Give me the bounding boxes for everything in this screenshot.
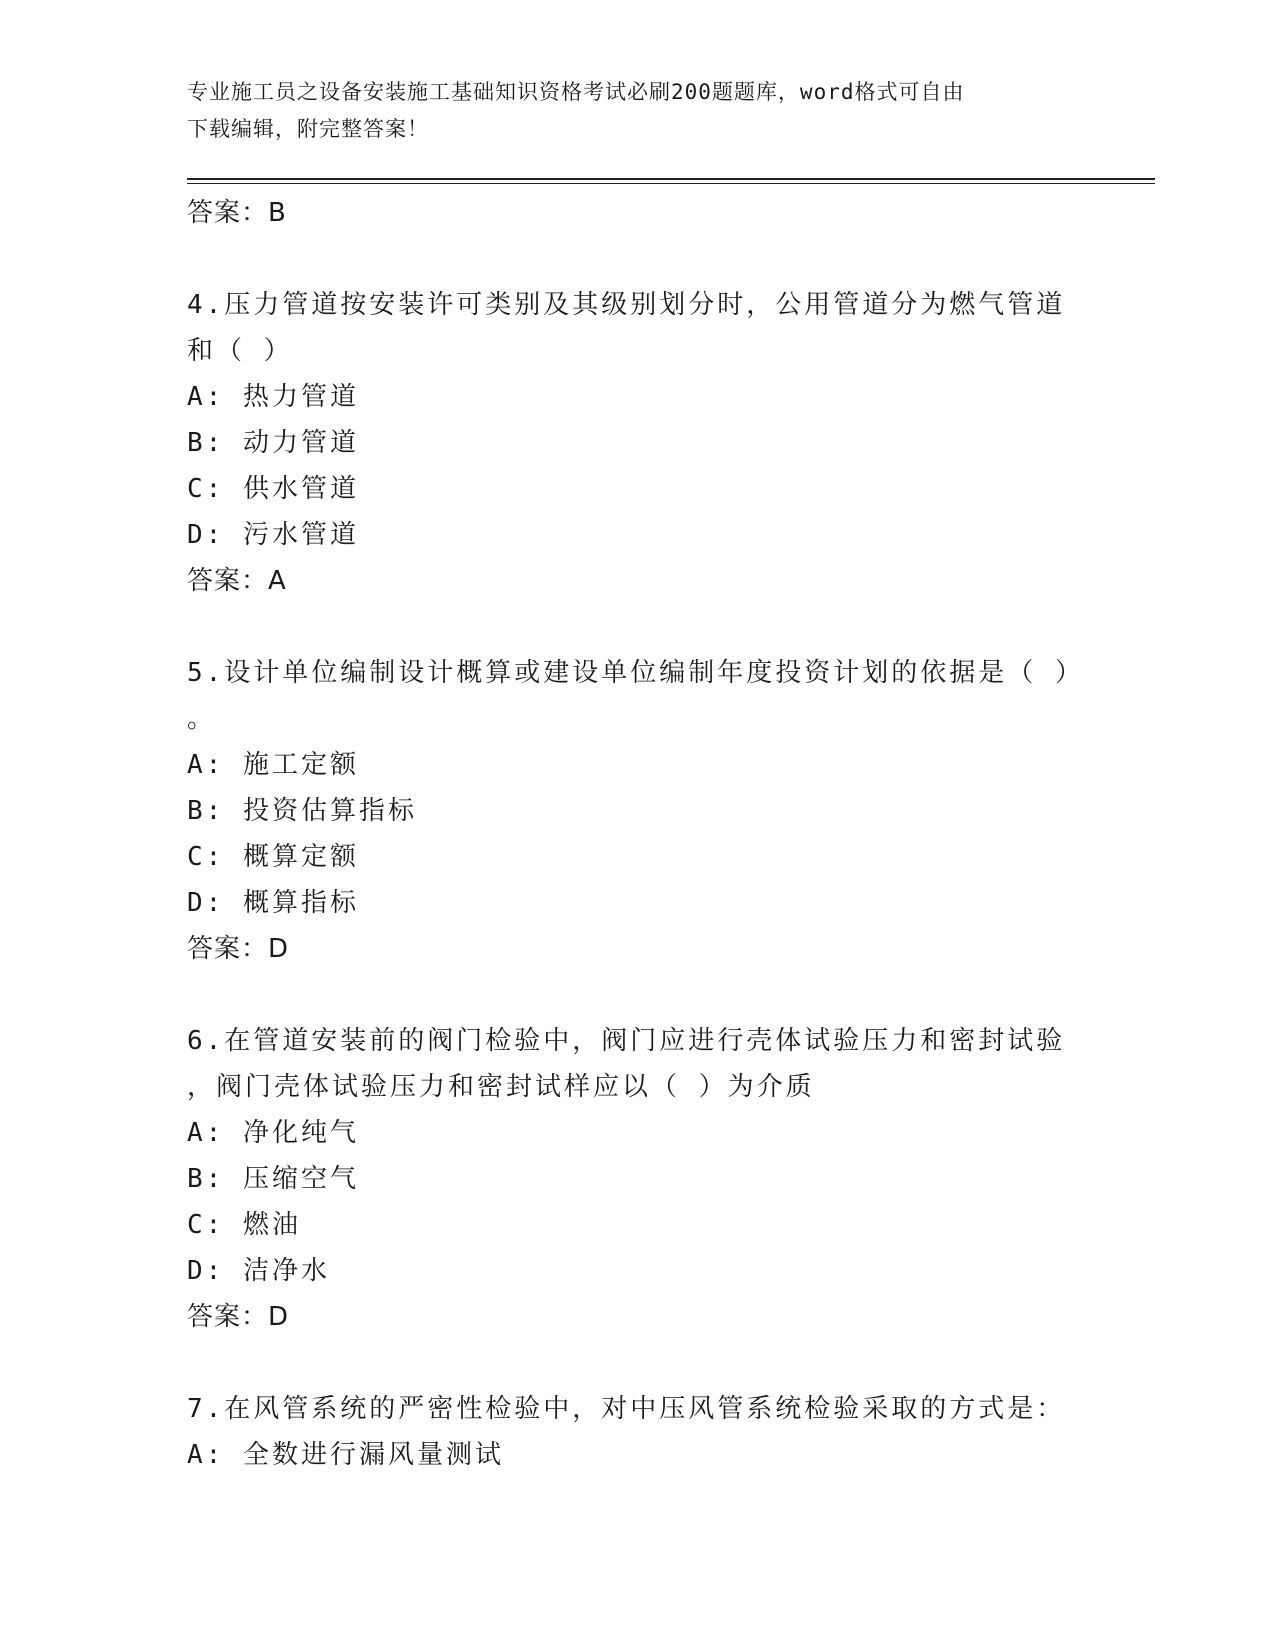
option-b: B: 压缩空气 [187,1164,359,1194]
option-d: D: 洁净水 [187,1256,330,1286]
option-c: C: 概算定额 [187,842,359,872]
spacer [187,236,1117,282]
answer-line: 答案：B [187,198,287,228]
question-text-continued: 和（ ） [187,336,293,366]
answer-line: 答案：A [187,566,287,596]
option-a: A: 全数进行漏风量测试 [187,1440,504,1470]
question-text: 7.在风管系统的严密性检验中，对中压风管系统检验采取的方式是： [187,1394,1066,1424]
option-b: B: 动力管道 [187,428,359,458]
header-line-1: 专业施工员之设备安装施工基础知识资格考试必刷200题题库，word格式可自由 [187,80,965,104]
header-divider-thin [187,183,1155,184]
question-text-continued: ，阀门壳体试验压力和密封试样应以（ ）为介质 [187,1072,815,1102]
option-c: C: 燃油 [187,1210,301,1240]
question-text-continued: 。 [187,704,217,734]
header-line-2: 下载编辑，附完整答案！ [187,117,429,141]
spacer [187,604,1117,650]
option-c: C: 供水管道 [187,474,359,504]
question-block [187,650,1117,972]
question-list [187,190,1117,1478]
document-header [187,74,1087,148]
option-b: B: 投资估算指标 [187,796,417,826]
question-text: 5.设计单位编制设计概算或建设单位编制年度投资计划的依据是（ ） [187,658,1084,688]
question-block [187,1018,1117,1340]
option-d: D: 污水管道 [187,520,359,550]
option-a: A: 净化纯气 [187,1118,359,1148]
question-block [187,1386,1117,1478]
option-a: A: 热力管道 [187,382,359,412]
question-block [187,282,1117,604]
option-a: A: 施工定额 [187,750,359,780]
answer-line: 答案：D [187,934,290,964]
spacer [187,1340,1117,1386]
question-text: 4.压力管道按安装许可类别及其级别划分时，公用管道分为燃气管道 [187,290,1066,320]
spacer [187,972,1117,1018]
option-d: D: 概算指标 [187,888,359,918]
question-text: 6.在管道安装前的阀门检验中，阀门应进行壳体试验压力和密封试验 [187,1026,1066,1056]
header-divider-thick [187,178,1155,180]
answer-line: 答案：D [187,1302,290,1332]
